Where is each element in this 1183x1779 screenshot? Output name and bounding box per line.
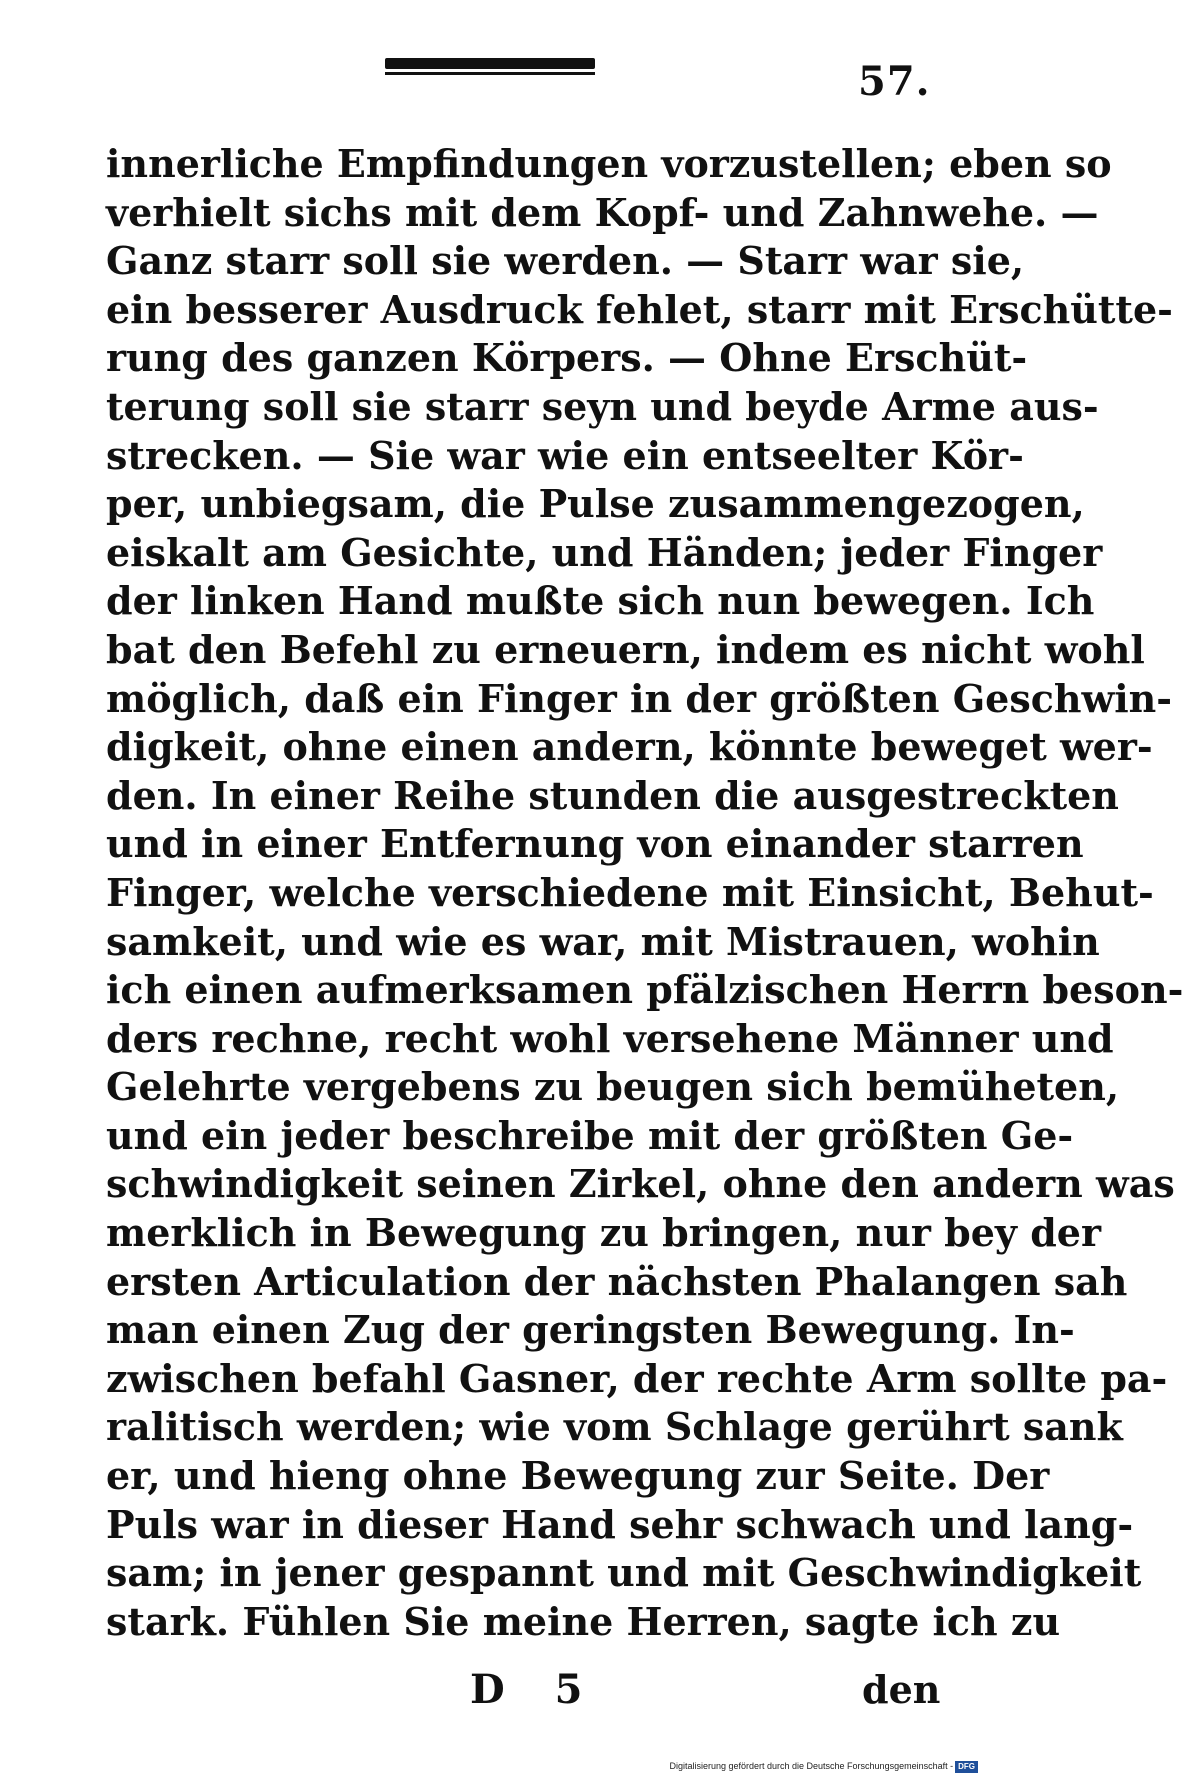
text-line: digkeit, ohne einen andern, könnte beweget wer-	[106, 724, 1153, 770]
body-text	[106, 140, 1183, 1646]
text-line: schwindigkeit seinen Zirkel, ohne den andern was	[106, 1161, 1175, 1207]
text-line: innerliche Empfindungen vorzustellen; eben so	[106, 141, 1112, 186]
text-line: Ganz starr soll sie werden. — Starr war sie,	[106, 238, 1025, 284]
dfg-logo: DFG	[955, 1761, 978, 1773]
text-line: verhielt sichs mit dem Kopf- und Zahnwehe. —	[106, 189, 1099, 235]
text-line: zwischen befahl Gasner, der rechte Arm sollte pa-	[106, 1355, 1168, 1401]
text-line: eiskalt am Gesichte, und Händen; jeder Finger	[106, 529, 1103, 575]
catchword: den	[862, 1667, 941, 1712]
text-line: bat den Befehl zu erneuern, indem es nicht wohl	[106, 626, 1145, 672]
text-line: rung des ganzen Körpers. — Ohne Erschüt-	[106, 335, 1028, 381]
text-line: stark. Fühlen Sie meine Herren, sagte ich zu	[106, 1598, 1061, 1644]
text-line: möglich, daß ein Finger in der größten Geschwin-	[106, 675, 1173, 721]
text-line: per, unbiegsam, die Pulse zusammengezogen,	[106, 481, 1085, 527]
text-line: er, und hieng ohne Bewegung zur Seite. Der	[106, 1453, 1050, 1499]
text-line: Puls war in dieser Hand sehr schwach und lang-	[106, 1501, 1134, 1547]
text-line: man einen Zug der geringsten Bewegung. In-	[106, 1307, 1075, 1353]
text-line: terung soll sie starr seyn und beyde Arme aus-	[106, 383, 1099, 429]
signature-mark: D 5	[470, 1666, 601, 1713]
digitization-credit	[669, 1760, 978, 1773]
text-line: den. In einer Reihe stunden die ausgestreckten	[106, 772, 1119, 818]
text-line: ein besserer Ausdruck fehlet, starr mit Erschütte-	[106, 286, 1173, 332]
text-line: samkeit, und wie es war, mit Mistrauen, wohin	[106, 918, 1100, 964]
page-number: 57.	[858, 58, 931, 105]
text-line: ralitisch werden; wie vom Schlage gerührt sank	[106, 1404, 1123, 1450]
credit-text: Digitalisierung gefördert durch die Deutsche Forschungsgemeinschaft -	[669, 1761, 954, 1771]
text-line: ersten Articulation der nächsten Phalangen sah	[106, 1258, 1128, 1304]
text-line: der linken Hand mußte sich nun bewegen. Ich	[106, 578, 1095, 624]
text-line: Finger, welche verschiedene mit Einsicht, Behut-	[106, 869, 1154, 915]
text-line: strecken. — Sie war wie ein entseelter Kör-	[106, 432, 1024, 478]
text-line: ich einen aufmerksamen pfälzischen Herrn beson-	[106, 967, 1183, 1013]
header-rule	[385, 58, 595, 69]
text-line: Gelehrte vergebens zu beugen sich bemüheten,	[106, 1064, 1120, 1110]
text-line: und in einer Entfernung von einander starren	[106, 821, 1084, 867]
text-line: und ein jeder beschreibe mit der größten Ge-	[106, 1112, 1074, 1158]
text-line: merklich in Bewegung zu bringen, nur bey der	[106, 1210, 1101, 1256]
text-line: ders rechne, recht wohl versehene Männer und	[106, 1015, 1114, 1061]
text-line: sam; in jener gespannt und mit Geschwindigkeit	[106, 1550, 1142, 1596]
